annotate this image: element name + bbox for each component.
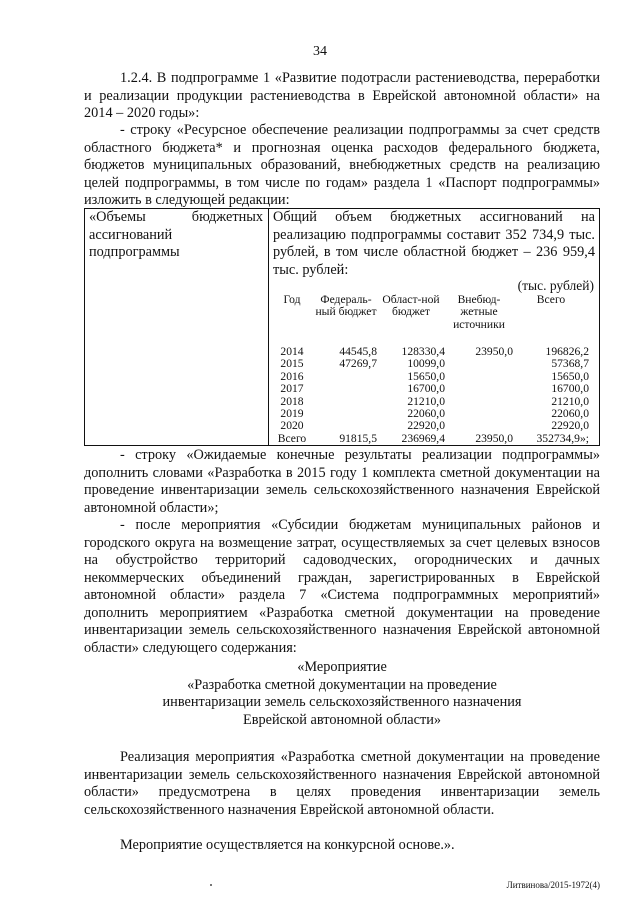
cell-federal [315, 396, 377, 408]
table-unit: (тыс. рублей) [517, 278, 594, 293]
cell-total: 57368,7 [551, 357, 589, 371]
table-row [269, 383, 599, 395]
scan-dot [210, 884, 212, 886]
cell-extrabudget [445, 358, 513, 370]
item2-paragraph: - строку «Ожидаемые конечные результаты реализации подпрограммы» дополнить словами «Разработка в 2015 году 1 комплекта сметной документации на проведение инвентаризации земель сельскохозяйственного назначения Еврейской автономной области»; [84, 447, 600, 516]
header-extrabudget: Внебюд-жетные источники [453, 293, 505, 331]
cell-year: 2020 [280, 419, 304, 433]
cell-total: 21210,0 [551, 394, 589, 408]
cell-extrabudget [445, 396, 513, 408]
table-left-cell [89, 209, 263, 262]
table-right-text: Общий объем бюджетных ассигнований на реализацию подпрограммы составит 352 734,9 тыс. рублей, в том числе областной бюджет – 236 959,4 тыс. рублей: [273, 209, 595, 278]
cell-regional: 128330,4 [401, 345, 445, 358]
cell-extrabudget: 23950,0 [475, 431, 513, 445]
header-year: Год [283, 293, 301, 306]
heading-line-3: инвентаризации земель сельскохозяйственного назначения [162, 694, 522, 710]
cell-total: 352734,9»; [536, 431, 589, 445]
cell-extrabudget [445, 371, 513, 383]
funding-table [269, 294, 599, 445]
cell-regional: 10099,0 [407, 357, 445, 371]
cell-year: Всего [277, 431, 307, 445]
header-federal: Федераль-ный бюджет [315, 293, 377, 319]
body-paragraph-2: Мероприятие осуществляется на конкурсной основе.». [120, 837, 455, 853]
cell-federal [315, 371, 377, 383]
body-paragraph-1: Реализация мероприятия «Разработка сметной документации на проведение инвентаризации земель сельскохозяйственного назначения Еврейской автономной области» предусмотрена в целях проведения инвентаризации земель сельскохозяйственного назначения Еврейской автономной области. [84, 749, 600, 818]
cell-year: 2015 [280, 357, 304, 371]
cell-total: 16700,0 [551, 382, 589, 396]
cell-federal: 47269,7 [339, 357, 377, 371]
header-regional: Област-ной бюджет [382, 293, 440, 319]
table-row [269, 420, 599, 432]
cell-federal [315, 420, 377, 432]
table-row [269, 358, 599, 370]
cell-extrabudget [445, 408, 513, 420]
left-word-2: бюджетных [191, 209, 263, 225]
cell-federal [315, 408, 377, 420]
heading-line-4: Еврейской автономной области» [242, 712, 442, 728]
cell-total: 22920,0 [551, 419, 589, 433]
page-number: 34 [313, 44, 327, 59]
passport-table [84, 208, 600, 446]
cell-total: 15650,0 [551, 369, 589, 383]
header-total: Всего [536, 293, 566, 306]
item3-paragraph: - после мероприятия «Субсидии бюджетам муниципальных районов и городского округа на возмещение затрат, осуществляемых за счет целевых взносов на обустройство территорий садоводческих, огороднических и дачных некоммерческих объединений граждан, зарегистрированных в Еврейской автономной области» раздела 7 «Система подпрограммных мероприятий» дополнить мероприятием «Разработка сметной документации на проведение инвентаризации земель сельскохозяйственного назначения Еврейской автономной области» следующего содержания: [84, 517, 600, 656]
cell-regional: 16700,0 [407, 382, 445, 396]
heading-line-2: «Разработка сметной документации на проведение [187, 677, 497, 693]
cell-regional: 236969,4 [401, 431, 445, 445]
table-row-total [269, 433, 599, 445]
cell-year: 2017 [280, 382, 304, 396]
cell-year: 2018 [280, 394, 304, 408]
cell-regional: 22920,0 [407, 419, 445, 433]
cell-total: 22060,0 [551, 406, 589, 420]
intro-paragraph: 1.2.4. В подпрограмме 1 «Развитие подотрасли растениеводства, переработки и реализации продукции растениеводства в Еврейской автономной области» на 2014 – 2020 годы»: [84, 70, 600, 121]
cell-regional: 15650,0 [407, 369, 445, 383]
item1-paragraph: - строку «Ресурсное обеспечение реализации подпрограммы за счет средств областного бюджета* и прогнозная оценка расходов федерального бюджета, бюджетов муниципальных образований, внебюджетных средств на реализацию целей подпрограммы, в том числе по годам» раздела 1 «Паспорт подпрограммы» изложить в следующей редакции: [84, 122, 600, 208]
cell-regional: 22060,0 [407, 406, 445, 420]
cell-regional: 21210,0 [407, 394, 445, 408]
heading-line-1: «Мероприятие [297, 659, 387, 675]
footer-code: Литвинова/2015-1972(4) [506, 880, 600, 890]
funding-table-header [269, 294, 599, 346]
cell-extrabudget [445, 420, 513, 432]
cell-federal: 91815,5 [339, 431, 377, 445]
cell-extrabudget [445, 383, 513, 395]
cell-total: 196826,2 [545, 345, 589, 358]
cell-year: 2016 [280, 369, 304, 383]
cell-federal: 44545,8 [339, 345, 377, 358]
cell-extrabudget: 23950,0 [475, 345, 513, 358]
left-rest: ассигнований подпрограммы [89, 226, 180, 260]
left-word-1: «Объемы [89, 209, 146, 225]
cell-year: 2014 [280, 345, 304, 358]
cell-year: 2019 [280, 406, 304, 420]
cell-federal [315, 383, 377, 395]
